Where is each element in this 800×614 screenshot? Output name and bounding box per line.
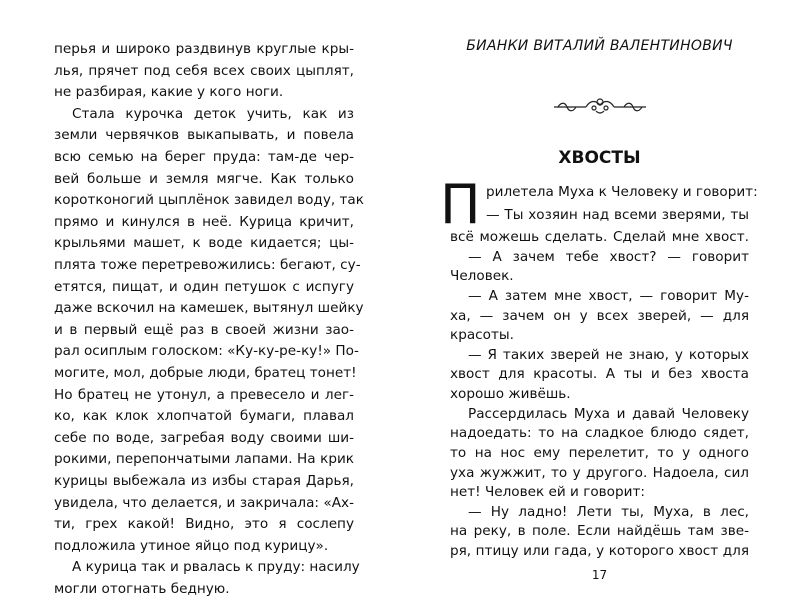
drop-cap: П (440, 173, 481, 236)
text-line: хорошо живёшь. (450, 386, 571, 402)
text-line: етятся, пищат, и один петушок с испугу (54, 278, 354, 295)
text-line: коротконогий цыплёнок завидел воду, так (54, 192, 364, 209)
text-line: уха жужжит, то у другого. Надоела, сил (450, 464, 749, 481)
text-line: плята тоже перетревожились: бегают, су- (54, 257, 361, 273)
text-line: Но братец не утонул, а превесело и лег- (54, 386, 354, 403)
text-line: ко, как клок хлопчатой бумаги, плавал (54, 408, 354, 425)
text-line: — А затем мне хвост, — говорит Му- (468, 287, 749, 304)
text-line: то на нос ему перелетит, то у одного (450, 444, 749, 461)
text-line: вей больше и земля мягче. Как только (54, 170, 354, 187)
running-head: БИАНКИ ВИТАЛИЙ ВАЛЕНТИНОВИЧ (466, 38, 733, 54)
ornament-divider-icon (550, 94, 650, 116)
text-line: увидела, что делается, и закричала: «Ах- (54, 494, 354, 511)
text-line: — Ты хозяин над всеми зверями, ты (486, 207, 749, 223)
text-line: курицы выбежала из избы старая Дарья, (54, 473, 354, 489)
text-line: ря, птицу или гада, у которого хвост для (450, 543, 749, 559)
text-line: ха, — зачем он у всех зверей, — для (450, 307, 749, 324)
text-line: земли червячков выкапывать, и повела (54, 127, 354, 144)
text-line: лья, прячет под себя всех своих цыплят, (54, 62, 354, 79)
text-line: Стала курочка деток учить, как из (72, 105, 354, 122)
text-line: нет! Человек ей и говорит: (450, 484, 645, 501)
text-line: надоедать: то на сладкое блюдо сядет, (450, 425, 749, 442)
text-line: красоты. (450, 327, 514, 344)
text-line: ти, грех какой! Видно, это я сослепу (54, 516, 354, 533)
text-line: Рассердилась Муха и давай Человеку (468, 405, 749, 422)
text-line: могли отогнать бедную. (54, 581, 230, 597)
text-line: и в первый ещё раз в своей жизни зао- (54, 321, 354, 338)
text-line: — Ну ладно! Лети ты, Муха, в лес, (468, 503, 749, 520)
text-line: всё можешь сделать. Сделай мне хвост. (450, 229, 749, 245)
text-line: прямо и кинулся в неё. Курица кричит, (54, 213, 354, 230)
story-title: ХВОСТЫ (558, 148, 641, 168)
text-line: всю семью на берег пруда: там-де чер- (54, 149, 354, 165)
text-line: Человек. (450, 268, 514, 285)
text-line: рокими, перепончатыми лапами. На крик (54, 451, 354, 468)
text-line: подложила утиное яйцо под курицу». (54, 537, 329, 554)
text-line: А курица так и рвалась к пруду: насилу (72, 559, 360, 576)
text-line: на реку, в поле. Если найдёшь там зве- (450, 523, 749, 540)
text-line: крыльями машет, к воде кидается; цы- (54, 235, 354, 252)
text-line: — А зачем тебе хвост? — говорит (468, 248, 749, 265)
page-number: 17 (591, 568, 608, 582)
text-line: хвост для красоты. А ты и без хвоста (450, 366, 749, 383)
text-line: даже вскочил на камешек, вытянул шейку (54, 300, 364, 317)
text-line: рал осиплым голоском: «Ку-ку-ре-ку!» По- (54, 343, 359, 360)
text-line: рилетела Муха к Человеку и говорит: (486, 184, 758, 200)
right-page (400, 0, 800, 614)
text-line: могите, мол, добрые люди, братец тонет! (54, 365, 357, 381)
text-line: не разбирая, какие у кого ноги. (54, 84, 284, 101)
text-line: перья и широко раздвинув круглые кры- (54, 41, 354, 57)
text-line: — Я таких зверей не знаю, у которых (468, 346, 749, 363)
text-line: себе по воде, загребая воду своими ши- (54, 429, 354, 446)
